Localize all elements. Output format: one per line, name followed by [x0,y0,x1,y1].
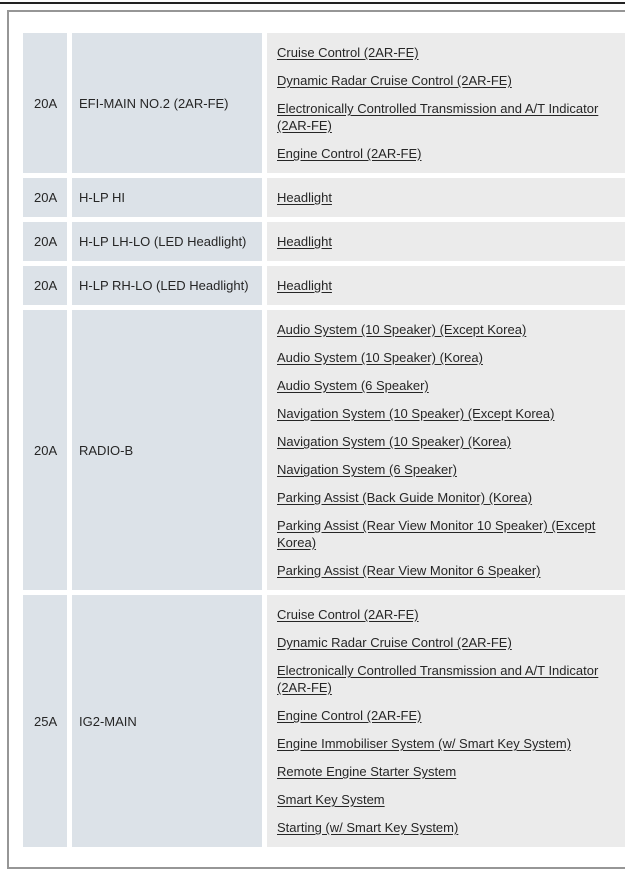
circuit-link-line [277,662,618,696]
fuse-name-cell: RADIO-B [72,310,262,590]
circuit-link[interactable]: Starting (w/ Smart Key System) [277,820,459,835]
circuit-link-line [277,461,618,478]
circuit-link-line [277,517,618,551]
circuit-link-line [277,405,618,422]
circuit-link-line [277,433,618,450]
circuit-link[interactable]: Electronically Controlled Transmission and A/T Indicator (2AR-FE) [277,663,599,695]
circuit-link[interactable]: Headlight [277,234,332,249]
circuit-links-cell [267,178,625,217]
amperage-cell: 20A [23,222,67,261]
amperage-cell: 25A [23,595,67,847]
circuit-link-line [277,277,618,294]
circuit-link[interactable]: Headlight [277,190,332,205]
circuit-link[interactable]: Engine Control (2AR-FE) [277,708,422,723]
page-frame [7,10,625,869]
circuit-link[interactable]: Parking Assist (Rear View Monitor 6 Speaker) [277,563,541,578]
table-row [23,222,625,261]
table-row [23,266,625,305]
circuit-links-cell [267,222,625,261]
circuit-link[interactable]: Parking Assist (Back Guide Monitor) (Korea) [277,490,533,505]
circuit-link[interactable]: Remote Engine Starter System [277,764,457,779]
circuit-link[interactable]: Dynamic Radar Cruise Control (2AR-FE) [277,635,512,650]
fuse-table [18,28,625,852]
circuit-link-line [277,145,618,162]
circuit-link-line [277,233,618,250]
circuit-link-line [277,44,618,61]
circuit-link-line [277,72,618,89]
circuit-link[interactable]: Headlight [277,278,332,293]
circuit-link[interactable]: Engine Immobiliser System (w/ Smart Key System) [277,736,572,751]
circuit-link-line [277,606,618,623]
circuit-link[interactable]: Audio System (10 Speaker) (Korea) [277,350,483,365]
circuit-link[interactable]: Cruise Control (2AR-FE) [277,45,419,60]
circuit-link[interactable]: Navigation System (6 Speaker) [277,462,457,477]
circuit-link[interactable]: Engine Control (2AR-FE) [277,146,422,161]
circuit-link-line [277,321,618,338]
table-row [23,33,625,173]
circuit-links-cell [267,595,625,847]
circuit-link-line [277,100,618,134]
table-row [23,595,625,847]
fuse-name-cell: H-LP LH-LO (LED Headlight) [72,222,262,261]
circuit-links-cell [267,266,625,305]
circuit-link[interactable]: Parking Assist (Rear View Monitor 10 Speaker) (Except Korea) [277,518,596,550]
circuit-link-line [277,707,618,724]
circuit-link[interactable]: Navigation System (10 Speaker) (Except Korea) [277,406,555,421]
amperage-cell: 20A [23,310,67,590]
fuse-name-cell: EFI-MAIN NO.2 (2AR-FE) [72,33,262,173]
table-row [23,310,625,590]
circuit-link-line [277,349,618,366]
circuit-link[interactable]: Smart Key System [277,792,385,807]
circuit-link-line [277,377,618,394]
circuit-links-cell [267,310,625,590]
circuit-link-line [277,634,618,651]
circuit-link[interactable]: Audio System (10 Speaker) (Except Korea) [277,322,527,337]
amperage-cell: 20A [23,33,67,173]
amperage-cell: 20A [23,178,67,217]
circuit-link[interactable]: Navigation System (10 Speaker) (Korea) [277,434,512,449]
circuit-link-line [277,791,618,808]
amperage-cell: 20A [23,266,67,305]
fuse-name-cell: H-LP HI [72,178,262,217]
circuit-link-line [277,735,618,752]
fuse-name-cell: IG2-MAIN [72,595,262,847]
circuit-link[interactable]: Audio System (6 Speaker) [277,378,429,393]
circuit-link-line [277,189,618,206]
circuit-link-line [277,489,618,506]
table-row [23,178,625,217]
fuse-table-body [23,33,625,847]
circuit-link[interactable]: Cruise Control (2AR-FE) [277,607,419,622]
circuit-links-cell [267,33,625,173]
circuit-link[interactable]: Dynamic Radar Cruise Control (2AR-FE) [277,73,512,88]
circuit-link-line [277,763,618,780]
circuit-link[interactable]: Electronically Controlled Transmission and A/T Indicator (2AR-FE) [277,101,599,133]
fuse-name-cell: H-LP RH-LO (LED Headlight) [72,266,262,305]
circuit-link-line [277,562,618,579]
top-divider-line [0,2,625,4]
circuit-link-line [277,819,618,836]
